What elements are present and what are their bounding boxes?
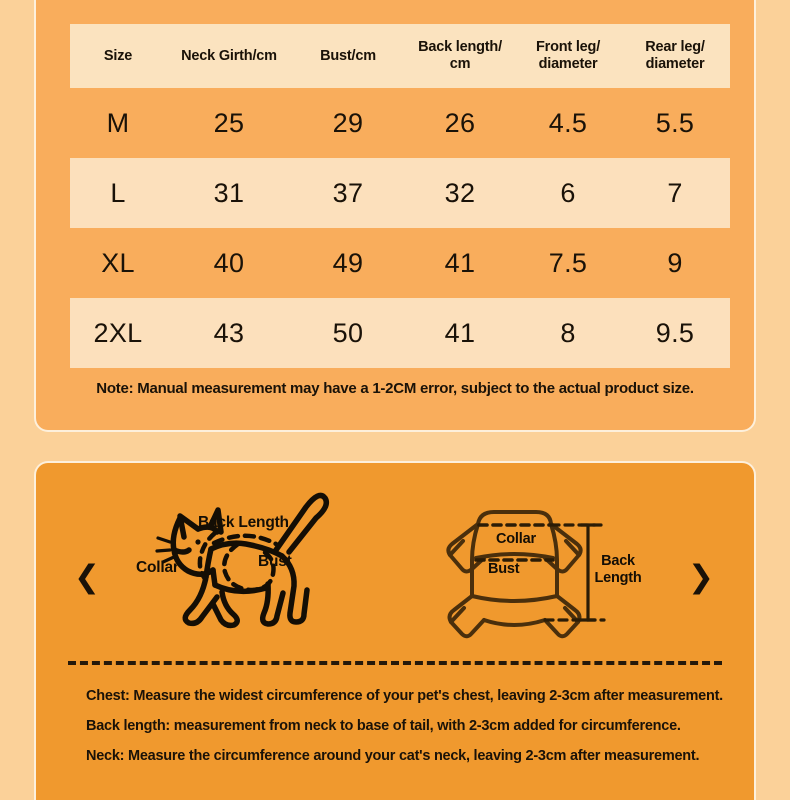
column-header-rear-leg-line1: Rear leg/: [645, 39, 705, 56]
cell-front-leg: 6: [560, 177, 576, 208]
cell-size: 2XL: [93, 317, 143, 348]
column-header-front-leg: [516, 24, 620, 88]
column-header-bust: [292, 24, 404, 88]
cell-back-length: 41: [444, 247, 476, 278]
cell-front-leg: 7.5: [548, 247, 588, 278]
column-header-neck-girth: [166, 24, 292, 88]
cell-rear-leg: 5.5: [655, 107, 695, 138]
cell-back-length: 32: [444, 177, 476, 208]
garment-collar-label: Collar: [496, 531, 536, 547]
cat-back-length-label: Back Length: [198, 514, 289, 531]
cat-collar-label: Collar: [136, 559, 179, 576]
cell-size: XL: [101, 247, 135, 278]
garment-back-length-line1: Back: [601, 553, 635, 569]
cat-bust-label: Bust: [258, 553, 292, 570]
column-header-size-line1: Size: [103, 47, 133, 64]
column-header-back-length-line2: cm: [449, 56, 471, 72]
column-header-front-leg-line2: diameter: [538, 56, 598, 72]
instruction-chest: Chest: Measure the widest circumference of your pet's chest, leaving 2-3cm after measurement.: [86, 688, 723, 704]
cat-measurement-diagram: [118, 480, 368, 645]
measurement-instructions: [86, 688, 746, 778]
size-chart-card: [34, 0, 756, 432]
column-header-neck-girth-line1: Neck Girth/cm: [181, 47, 277, 64]
column-header-rear-leg-line2: diameter: [645, 56, 705, 72]
cell-rear-leg: 7: [667, 177, 683, 208]
garment-bust-label: Bust: [488, 561, 520, 577]
column-header-rear-leg: [620, 24, 730, 88]
cell-back-length: 26: [444, 107, 476, 138]
column-header-front-leg-line1: Front leg/: [535, 39, 601, 56]
cell-rear-leg: 9.5: [655, 317, 695, 348]
cell-bust: 37: [332, 177, 364, 208]
cell-bust: 50: [332, 317, 364, 348]
cell-rear-leg: 9: [667, 247, 683, 278]
cell-back-length: 41: [444, 317, 476, 348]
table-row: [70, 228, 730, 298]
cell-size: L: [110, 177, 126, 208]
cell-bust: 49: [332, 247, 364, 278]
garment-back-length-label: [587, 553, 649, 586]
cell-neck-girth: 31: [213, 177, 245, 208]
garment-back-length-line2: Length: [594, 569, 642, 586]
cell-neck-girth: 40: [213, 247, 245, 278]
column-header-back-length: [404, 24, 516, 88]
cell-front-leg: 8: [560, 317, 576, 348]
prev-arrow-icon[interactable]: ❮: [74, 559, 100, 595]
cell-size: M: [106, 107, 130, 138]
measurement-note: Note: Manual measurement may have a 1-2CM error, subject to the actual product size.: [96, 380, 694, 397]
instruction-neck: Neck: Measure the circumference around your cat's neck, leaving 2-3cm after measurement.: [86, 748, 700, 764]
cell-neck-girth: 43: [213, 317, 245, 348]
column-header-back-length-line1: Back length/: [418, 39, 502, 56]
instruction-back-length: Back length: measurement from neck to base of tail, with 2-3cm added for circumference.: [86, 718, 681, 734]
column-header-size: [70, 24, 166, 88]
cell-neck-girth: 25: [213, 107, 245, 138]
dashed-divider: [68, 661, 722, 665]
table-header-row: [70, 24, 730, 88]
table-row: [70, 298, 730, 368]
cell-bust: 29: [332, 107, 364, 138]
table-row: [70, 158, 730, 228]
garment-measurement-diagram: [432, 498, 662, 653]
next-arrow-icon[interactable]: ❯: [688, 559, 714, 595]
size-chart-table: [70, 24, 730, 368]
table-row: [70, 88, 730, 158]
cell-front-leg: 4.5: [548, 107, 588, 138]
column-header-bust-line1: Bust/cm: [320, 47, 376, 64]
